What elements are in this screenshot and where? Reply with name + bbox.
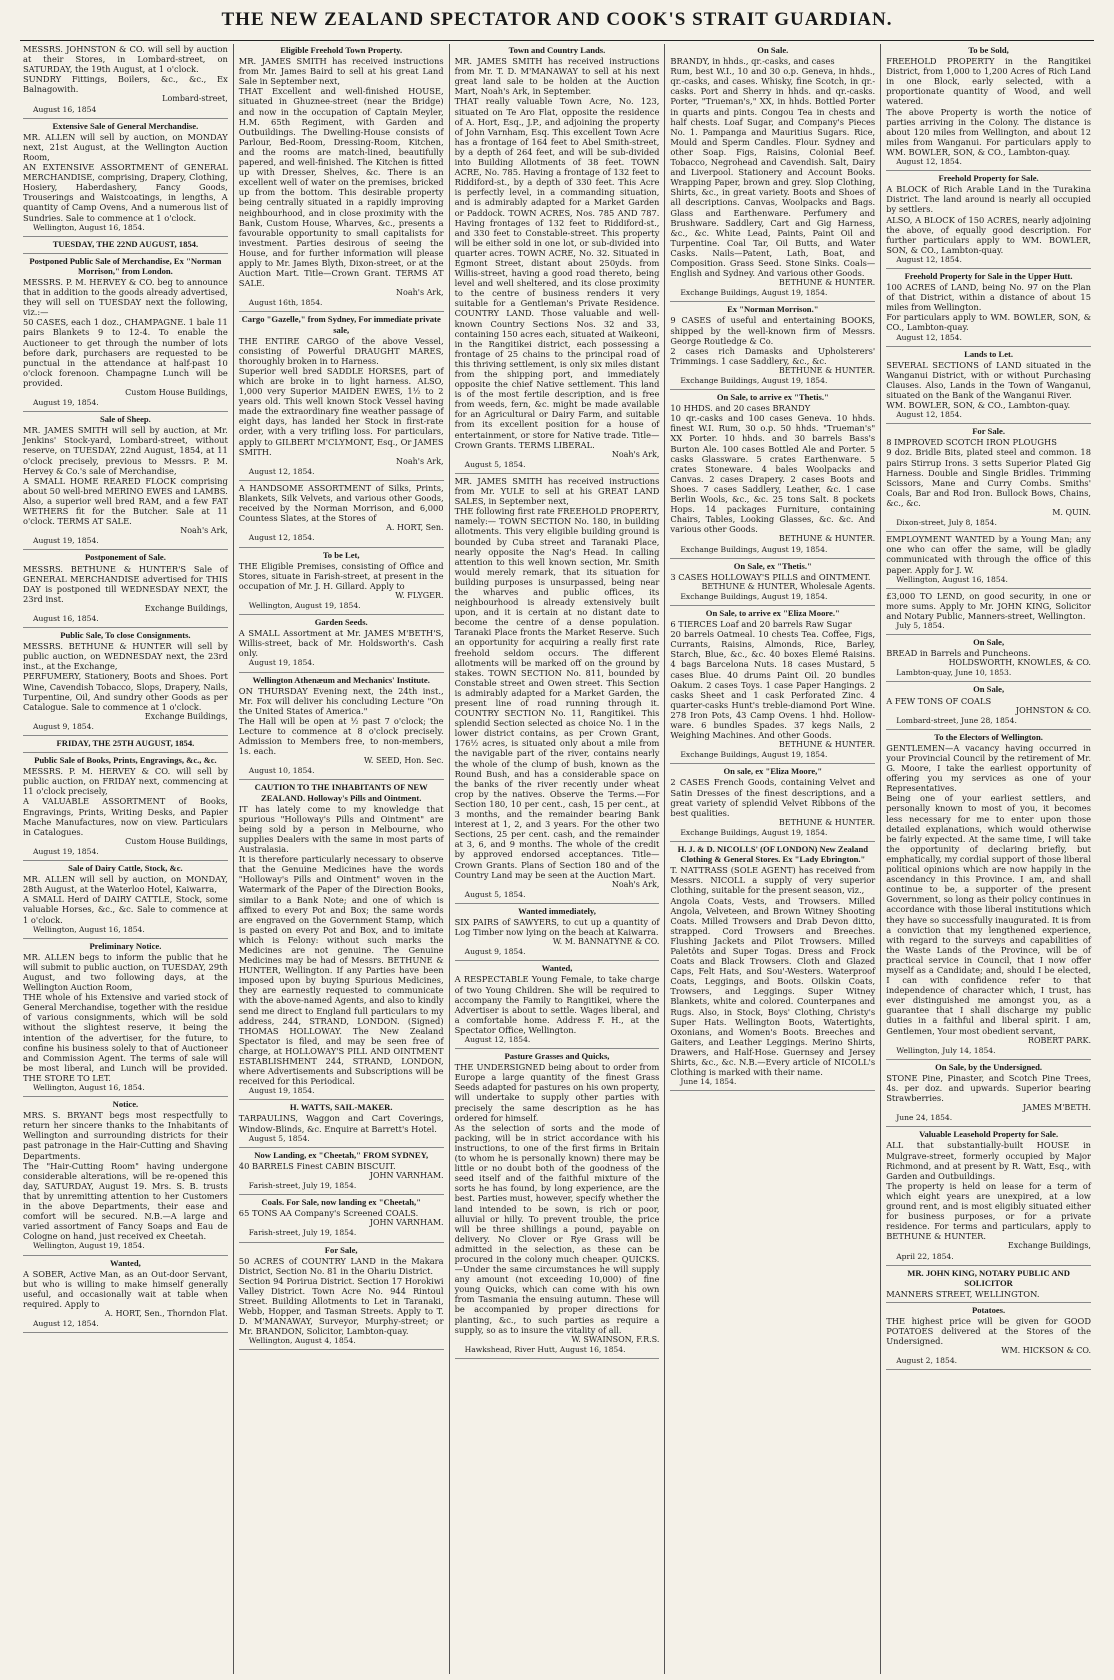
- ad-body-text: SUNDRY Fittings, Boilers, &c., &c., Ex Balnagowith.: [23, 74, 228, 95]
- ad-date: Wellington, August 16, 1854.: [33, 1083, 145, 1092]
- ad-body-text: Angola Coats, Vests, and Trowsers. Milled Angola, Velveteen, and Brown Witney Shooting Coats. Milled Trowsers and Drab Devon ditto, strapped. Cord Trowsers and Breeches. Flushing Jackets and Pilot Trowsers. Milled Paletôts and Super Togas. Dress and Frock Coats and Black Trowsers. Cloth and Glazed Caps, Felt Hats, and Sou'-Westers. Waterproof Coats, Leggings, and Boots. Oilskin Coats, Trowsers, and Leggings. Super Witney Blankets, white and colored. Counterpanes and Rugs. Also, in Stock, Boys' Clothing, Christy's Super Hats. Wellington Boots, Watertights, Oxonians, and Women's Boots. Breeches and Gaiters, and Leather Leggings. Merino Shirts, Drawers, and Half-Hose. Guernsey and Jersey Shirts, &c., &c. N.B.—Every article of NICOLL's Clothing is marked with their name.: [670, 895, 876, 1078]
- ad-signature: BETHUNE & HUNTER.: [778, 534, 876, 544]
- ad-heading: For Sale,: [324, 1244, 358, 1255]
- ad-lead-text: MESSRS. JOHNSTON & CO. will sell by auction at their Stores, in Lombard-street, on SATURDAY, the 19th August, at 1 o'clock.: [23, 44, 228, 75]
- ad-date: Dixon-street, July 8, 1854.: [896, 518, 997, 528]
- ad-signature: Noah's Ark,: [180, 526, 228, 536]
- advertisement: [239, 1150, 444, 1195]
- ad-date: August 12, 1854.: [896, 410, 962, 420]
- ad-signature: Noah's Ark,: [611, 879, 660, 889]
- ad-signature: BETHUNE & HUNTER.: [778, 278, 876, 288]
- ad-date: Wellington, August 16, 1854.: [33, 222, 145, 232]
- advertisement: [886, 534, 1091, 588]
- ad-signature: Noah's Ark,: [611, 449, 660, 459]
- ad-date: August 9, 1854.: [464, 947, 526, 957]
- advertisement: [239, 617, 444, 672]
- ad-heading: To be Let,: [322, 549, 360, 560]
- advertisement: [886, 591, 1091, 635]
- ad-heading: Valuable Leasehold Property for Sale.: [919, 1129, 1059, 1140]
- ad-body-text: Rum, best W.I., 10 and 30 o.p. Geneva, in hhds., qr.-casks, and cases. Whisky, fine Scotch, in qr.-casks. Port and Sherry in hhds. and qr.-casks. Porter, "Trueman's," XX, in hhds. Bottled Porter in quarts and pints. Congou Tea in chests and half chests. Loaf Sugar, and Company's Pieces No. 1. Pampanga and Mauritius Sugars. Rice, Mould and Sperm Candles. Flour. Sydney and other Soap. Figs, Raisins, Colonial Beef. Tobacco, Negrohead and Cavendish. Salt, Dairy and Liverpool. Stationery and Account Books. Wrapping Paper, brown and grey. Slop Clothing, Shirts, &c., in great variety. Boots and Shoes of all descriptions. Canvas, Woolpacks and Bags. Glass and Earthenware. Perfumery and Brushware. Saddlery, Cart and Gig Harness, &c., &c. White Lead, Paints, Paint Oil and Turpentine. Coal Tar, Oil Butts, and Water Casks. Nails—Patent, Lath, Boat, and Composition. Grass Seed. Stone Sinks. Coals—English and Sydney. And various other Goods.: [670, 66, 876, 279]
- ad-body-text: For particulars apply to WM. BOWLER, SON, & CO., Lambton-quay.: [886, 312, 1091, 333]
- ad-lead-text: THE ENTIRE CARGO of the above Vessel, consisting of Powerful DRAUGHT MARES, thoroughly broken in to Harness.: [238, 335, 444, 366]
- advertisement: [886, 173, 1091, 269]
- ad-heading: For Sale.: [972, 426, 1005, 437]
- ad-signature: ROBERT PARK.: [1027, 1035, 1091, 1045]
- ad-heading: On Sale,: [973, 684, 1005, 695]
- ad-lead-text: 10 HHDS. and 20 cases BRANDY: [670, 403, 811, 414]
- ad-lead-text: 50 ACRES of COUNTRY LAND in the Makara District, Section No. 81 in the Ohariu District.: [238, 1255, 444, 1276]
- ad-date: August 12, 1854.: [896, 254, 962, 264]
- ad-lead-text: MESSRS. P. M. HERVEY & CO. beg to announce that in addition to the goods already advertised, they will sell on TUESDAY next the following, viz.:—: [23, 276, 228, 318]
- ad-heading: On sale, ex "Eliza Moore,": [723, 766, 823, 777]
- ad-date: Exchange Buildings, August 19, 1854.: [680, 376, 828, 385]
- ad-heading: Cargo "Gazelle," from Sydney, For immediate private sale,: [241, 314, 441, 335]
- ad-body-text: Section 94 Porirua District. Section 17 Horokiwi Valley District. Town Acre No. 944 Rintoul Street. Building Allotments to Let in Taranaki, Webb, Hopper, and Tasman Streets. Apply to T. D. M'MANAWAY, Surveyor, Murphy-street; or Mr. BRANDON, Solicitor, Lambton-quay.: [238, 1275, 444, 1337]
- ad-body-text: 10 qr.-casks and 100 cases Geneva. 10 hhds. finest W.I. Rum, 30 o.p. 50 hhds. "Trueman's" XX Porter. 10 hhds. and 30 barrels Bass's Burton Ale. 100 cases Bottled Ale and Porter. 5 casks Glassware. 5 crates Earthenware. 5 crates Stoneware. 4 bales Woolpacks and Canvas. 2 cases Drapery. 2 cases Boots and Shoes. 7 cases Saddlery, Leather, &c. 1 case Berlin Wools, &c., &c. 25 tons Salt. 8 pockets Hops. 14 packages Furniture, containing Chairs, Tables, Looking Glasses, &c. &c. And various other Goods.: [670, 413, 876, 535]
- ad-signature: HOLDSWORTH, KNOWLES, & CO.: [948, 658, 1091, 668]
- ad-body-text: MANNERS STREET, WELLINGTON.: [886, 1288, 1040, 1299]
- advertisement: [239, 550, 444, 616]
- ad-heading: Eligible Freehold Town Property.: [280, 45, 403, 55]
- ad-signature: JOHNSTON & CO.: [1015, 705, 1091, 715]
- ad-signature: Exchange Buildings,: [144, 603, 228, 613]
- ad-lead-text: MESSRS. P. M. HERVEY & CO. will sell by public auction, on FRIDAY next, commencing at 11 o'clock precisely,: [23, 766, 228, 797]
- ad-date: June 24, 1854.: [896, 1113, 953, 1123]
- ad-heading: Wellington Athenæum and Mechanics' Institute.: [252, 674, 430, 685]
- ad-lead-text: MR. JAMES SMITH has received instructions from Mr. T. D. M'MANAWAY to sell at his next great land sale to be holden at the Auction Mart, Noah's Ark, in September.: [454, 56, 660, 97]
- ad-body-text: THAT really valuable Town Acre, No. 123, situated on Te Aro Flat, opposite the residence of A. Hort, Esq., J.P., and adjoining the property of John Varnham, Esq. This excellent Town Acre has a frontage of 164 feet to Abel Smith-street, by a depth of 264 feet, and will be sub-divided into Building Allotments of 38 feet. TOWN ACRE, No. 785. Having a frontage of 132 feet to Riddiford-st., by a depth of 330 feet. This Acre is perfectly level, in a commanding situation, and is admirably adapted for a Market Garden or Paddock. TOWN ACRES, Nos. 785 AND 787. Having frontages of 132 feet to Riddiford-st., and 330 feet to Constable-street. This property will be either sold in one lot, or sub-divided into quarter acres. TOWN ACRE, No. 32. Situated in Egmont Street, distant about 250yds. from Willis-street, having a good road thereto, being level and well sheltered, and its close proximity to the centre of business renders it very suitable for a Gentleman's Private Residence. COUNTRY LAND. Those valuable and well-known Country Sections Nos. 32 and 33, containing 150 acres each, situated at Waikeoni, in the Rangitikei district, each possessing a frontage of 25 chains to the principal road of this thriving settlement, is only six miles distant from the shipping port, and immediately opposite the chief Native settlement. This land is of the most fertile description, and is free from weeds, fern, &c. might be made available for an Agricultural or Dairy Farm, and suitable from its excellent position for a house of entertainment, or store for Native trade. Title—Crown Grants. TERMS LIBERAL.: [454, 96, 660, 450]
- ad-lead-text: FREEHOLD PROPERTY in the Rangitikei District, from 1,000 to 1,200 Acres of Rich Land in one Block, early selected, with a proportionate quantity of Wood, and well watered.: [886, 56, 1091, 107]
- advertisement: [670, 304, 875, 390]
- ad-heading: Notice.: [112, 1099, 139, 1110]
- ad-body-text: It is therefore particularly necessary to observe that the Genuine Medicines have the words "Holloway's Pills and Ointment" woven in the Watermark of the Paper of the Direction Books, similar to a Bank Note; and one of which is affixed to every Pot and Box; the same words are engraved on the Government Stamp, which is pasted on every Pot and Box, and to imitate which is Felony: without such marks the Medicines are not genuine. The Genuine Medicines may be had of Messrs. BETHUNE & HUNTER, Wellington. If any Parties have been imposed upon by buying Spurious Medicines, they are earnestly requested to communicate with the above-named Agents, and also to kindly send me direct to England full particulars to my address, 244, STRAND, LONDON. (Signed) THOMAS HOLLOWAY. The New Zealand Spectator is filed, and may be seen free of charge, at HOLLOWAY'S PILL AND OINTMENT ESTABLISHMENT 244, STRAND, LONDON, where Advertisements and Subscriptions will be received for this Periodical.: [238, 854, 444, 1087]
- ad-date: August 19, 1854.: [33, 398, 99, 408]
- ad-lead-text: THE highest price will be given for GOOD POTATOES delivered at the Stores of the Undersigned.: [886, 1315, 1091, 1347]
- ad-date: Wellington, July 14, 1854.: [896, 1045, 996, 1055]
- ad-date: Hawkshead, River Hutt, August 16, 1854.: [464, 1344, 626, 1354]
- advertisement: [239, 675, 444, 781]
- ad-signature: Exchange Buildings,: [1007, 1241, 1091, 1251]
- advertisement: [23, 863, 228, 939]
- ad-date: Wellington, August 16, 1854.: [896, 574, 1008, 584]
- ad-heading: MR. JOHN KING, NOTARY PUBLIC AND SOLICITOR: [907, 1267, 1070, 1288]
- ad-date: Wellington, August 19, 1854.: [248, 600, 361, 610]
- advertisement: [670, 844, 875, 1091]
- ad-body-text: AN EXTENSIVE ASSORTMENT of GENERAL MERCHANDISE, comprising, Drapery, Clothing, Hosiery, Haberdashery, Fancy Goods, Trouserings and Waistcoatings, in lengths, A quantity of Camp Ovens, And a numerous list of Sundries. Sale to commence at 1 o'clock.: [23, 162, 228, 223]
- ad-lead-text: A SMALL Assortment at Mr. JAMES M'BETH'S, Willis-street, back of Mr. Holdsworth's. Cash only.: [238, 628, 444, 659]
- ad-date: August 12, 1854.: [896, 157, 962, 167]
- ad-heading: Sale of Sheep.: [99, 414, 151, 425]
- ad-body-text: A VALUABLE ASSORTMENT of Books, Engravings, Prints, Writing Desks, and Papier Mache Manufactures, now on view. Particulars in Catalogues.: [23, 796, 228, 837]
- ad-lead-text: MESSRS. BETHUNE & HUNTER'S Sale of GENERAL MERCHANDISE advertised for THIS DAY is postponed till WEDNESDAY NEXT, the 23rd inst.: [23, 563, 228, 604]
- ad-lead-text: MESSRS. BETHUNE & HUNTER will sell by public auction, on WEDNESDAY next, the 23rd inst., at the Exchange,: [23, 641, 228, 672]
- ad-date: August 16, 1854.: [33, 613, 99, 623]
- ad-body-text: 2 cases rich Damasks and Upholsterers' Trimmings. 1 case Saddlery, &c., &c.: [670, 345, 876, 366]
- ad-signature: M. QUIN.: [1052, 508, 1091, 518]
- ad-body-text: Superior well bred SADDLE HORSES, part of which are broke in to light harness. ALSO, 1,000 very Superior MAIDEN EWES, 1½ to 2 years old. This well known Stock Vessel having made the extraordinary fine weather passage of eight days, has landed her Stock in first-rate order, with a very trifling loss. For particulars, apply to GILBERT M'CLYMONT, Esq., Or JAMES SMITH.: [238, 365, 444, 457]
- ad-date: August 5, 1854.: [464, 459, 526, 469]
- ad-body-text: 50 CASES, each 1 doz., CHAMPAGNE. 1 bale 11 pairs Blankets 9 to 12-4. To enable the Auctioneer to get through the number of lots before dark, purchasers are requested to be punctual in the attendance at half-past 10 o'clock forenoon. Champagne Lunch will be provided.: [23, 317, 228, 388]
- ad-lead-text: A SOBER, Active Man, as an Out-door Servant, but who is willing to make himself generally useful, and occasionally wait at table when required. Apply to: [23, 1268, 228, 1309]
- ad-body-text: 9 doz. Bridle Bits, plated steel and common. 18 pairs Stirrup Irons. 3 setts Superior Plated Gig Harness. Double and Single Bridles. Trimming Scissors, Mane and Curry Combs. Smiths' Coals, Bar and Rod Iron. Bullock Bows, Chains, &c., &c.: [886, 447, 1091, 508]
- advertisement: [23, 1258, 228, 1334]
- ad-date: August 16th, 1854.: [248, 298, 323, 308]
- advertisement: [23, 414, 228, 550]
- ad-date: Exchange Buildings, August 19, 1854.: [680, 827, 828, 837]
- advertisement: [886, 732, 1091, 1060]
- ad-signature: JOHN VARNHAM.: [369, 1218, 444, 1228]
- ad-signature: A. HORT, Sen.: [386, 523, 444, 533]
- advertisement: [239, 782, 444, 1100]
- ad-heading: H. WATTS, SAIL-MAKER.: [289, 1102, 393, 1113]
- ad-heading: Wanted,: [109, 1257, 141, 1268]
- ad-date: Exchange Buildings, August 19, 1854.: [680, 750, 828, 760]
- advertisement: [455, 906, 660, 961]
- ad-signature: JAMES M'BETH.: [1022, 1103, 1091, 1113]
- ad-lead-text: A HANDSOME ASSORTMENT of Silks, Prints, Blankets, Silk Velvets, and various other Goods, received by the Norman Morrison, and 6,000 Countess Slates, at the Stores of: [238, 482, 444, 524]
- ad-date: Farish-street, July 19, 1854.: [248, 1181, 357, 1191]
- ad-heading: Public Sale of Books, Prints, Engravings, &c., &c.: [34, 755, 217, 766]
- ad-lead-text: £3,000 TO LEND, on good security, in one or more sums. Apply to Mr. JOHN KING, Solicitor and Notary Public, Manners-street, Wellington.: [886, 590, 1091, 621]
- ad-heading: Town and Country Lands.: [508, 45, 606, 55]
- ad-signature: W. SEED, Hon. Sec.: [364, 756, 444, 766]
- ad-signature: Noah's Ark,: [396, 288, 444, 298]
- ad-date: Wellington, August 19, 1854.: [33, 1241, 145, 1251]
- ad-lead-text: ALL that substantially-built HOUSE in Mulgrave-street, formerly occupied by Major Richmond, and at present by R. Watt, Esq., with Garden and Outbuildings.: [886, 1140, 1091, 1181]
- ad-date: June 14, 1854.: [680, 1077, 737, 1087]
- advertisement: [455, 45, 660, 474]
- advertisement: [23, 121, 228, 237]
- ad-lead-text: A FEW TONS OF COALS: [886, 695, 992, 706]
- ad-signature: WM. HICKSON & CO.: [1001, 1346, 1091, 1356]
- ad-lead-text: ON THURSDAY Evening next, the 24th inst., Mr. Fox will deliver his concluding Lecture "On the United States of America.": [238, 685, 444, 716]
- advertisement: [23, 44, 228, 119]
- ad-date: August 5, 1854.: [464, 889, 526, 899]
- advertisement: [670, 45, 875, 302]
- ad-lead-text: MR. JAMES SMITH will sell by auction, at Mr. Jenkins' Stock-yard, Lombard-street, without reserve, on TUESDAY, 22nd August, 1854, at 11 o'clock precisely, previous to Messrs. P. M. Hervey & Co.'s sale of Merchandise,: [23, 425, 228, 476]
- advertisement: [886, 426, 1091, 532]
- ad-heading: On Sale, by the Undersigned.: [935, 1061, 1043, 1072]
- advertisement: [23, 1099, 228, 1255]
- ad-lead-text: A RESPECTABLE Young Female, to take charge of two Young Children. She will be required to accompany the Family to Rangitikei, where the Advertiser is about to settle. Wages liberal, and a comfortable home. Address F. H., at the Spectator Office, Wellington.: [454, 974, 660, 1035]
- column-3: [450, 44, 666, 1674]
- ad-heading: Pasture Grasses and Quicks,: [504, 1051, 610, 1062]
- ad-lead-text: MRS. S. BRYANT begs most respectfully to return her sincere thanks to the Inhabitants of Wellington and surrounding districts for their past patronage in the Hair-Cutting and Shaving Departments.: [23, 1110, 228, 1161]
- ad-heading: To the Electors of Wellington.: [934, 731, 1043, 742]
- ad-body-text: The Hall will be open at ½ past 7 o'clock; the Lecture to commence at 8 o'clock precisely. Admission to Members free, to non-members, 1s. each.: [238, 715, 444, 757]
- advertisement: [23, 941, 228, 1097]
- ad-heading: Wanted immediately,: [518, 905, 596, 916]
- ad-lead-text: 9 CASES of useful and entertaining BOOKS, shipped by the well-known firm of Messrs. George Routledge & Co.: [670, 315, 876, 346]
- ad-body-text: Being one of your earliest settlers, and personally known to most of you, it becomes less necessary for me to enter upon those detailed explanations, which would otherwise be fairly expected. At the same time, I will take the opportunity of declaring briefly, but emphatically, my cordial support of those liberal political opinions which are now happily in the ascendancy in this Province. I am, and shall continue to be, a supporter of the present Government, so long as their policy continues in accordance with those liberal institutions which they have so successfully inaugurated. It is from a conviction that my lengthened experience, with regard to the surveys and capabilities of the Waste Lands of the Province, will be of practical service in Council, that I now offer myself as a Candidate; and, should I be elected, I can with confidence refer to that independence of character which, I trust, has ever distinguished me amongst you, as a guarantee that I shall discharge my public duties in a faithful and liberal spirit. I am, Gentlemen, Your most obedient servant,: [886, 793, 1091, 1036]
- ad-lead-text: 6 TIERCES Loaf and 20 barrels Raw Sugar: [670, 619, 852, 630]
- ad-body-text: The property is held on lease for a term of which eight years are unexpired, at a low ground rent, and is most eligibly situated either for business purposes, or for a private residence. For terms and particulars, apply to BETHUNE & HUNTER.: [886, 1180, 1091, 1242]
- ad-lead-text: THE UNDERSIGNED being about to order from Europe a large quantity of the finest Grass Seeds adapted for pastures on his own property, will undertake to supply other parties with precisely the same description as he has ordered for himself.: [454, 1062, 660, 1123]
- ad-heading: Public Sale, To close Consignments.: [60, 630, 191, 641]
- ad-lead-text: 40 BARRELS Finest CABIN BISCUIT.: [238, 1160, 396, 1171]
- advertisement: [670, 766, 875, 842]
- advertisement: [886, 45, 1091, 171]
- advertisement: [239, 314, 444, 481]
- ad-heading: Extensive Sale of General Merchandise.: [52, 120, 199, 131]
- ad-lead-text: MR. JAMES SMITH has received instructions from Mr. YULE to sell at his GREAT LAND SALES, in September next,: [454, 475, 660, 507]
- ad-heading: Sale of Dairy Cattle, Stock, &c.: [68, 863, 183, 874]
- ad-signature: Lombard-street,: [162, 94, 228, 104]
- ad-date: August 12, 1854.: [464, 1035, 531, 1044]
- ad-lead-text: MR. ALLEN will sell by auction, on MONDAY next, 21st August, at the Wellington Auction Room,: [23, 131, 228, 162]
- ad-heading: Garden Seeds.: [314, 617, 368, 628]
- ad-lead-text: GENTLEMEN—A vacancy having occurred in your Provincial Council by the retirement of Mr. G. Moore, I take the earliest opportunity of offering you my services as one of your Representatives.: [886, 742, 1091, 794]
- ad-date: August 19, 1854.: [248, 1086, 315, 1096]
- advertisement: [886, 684, 1091, 729]
- ad-body-text: 20 barrels Oatmeal. 10 chests Tea. Coffee, Figs, Currants, Raisins, Almonds, Rice, Barley, Starch, Blue, &c., &c. 40 boxes Elemé Raisins. 4 bags Barcelona Nuts. 18 cases Mustard, 5 cases Blue. 40 drums Paint Oil. 20 bundles Oakum. 2 cases Toys. 1 case Paper Hangings. 2 casks Sheet and 1 cask Perforated Zinc. 4 quarter-casks Hunt's treble-diamond Port Wine. 278 Iron Pots, 43 Camp Ovens. 1 hhd. Hollow-ware. 6 bundles Spades. 37 kegs Nails, 2 Weighing Machines. And other Goods.: [670, 629, 876, 741]
- advertisement: [23, 755, 228, 861]
- ad-body-text: PERFUMERY, Stationery, Boots and Shoes. Port Wine, Cavendish Tobacco, Slops, Drapery, Nails, Turpentine, Oil, And sundry other Goods as per Catalogue. Sale to commence at 1 o'clock.: [23, 671, 228, 712]
- ad-lead-text: 8 IMPROVED SCOTCH IRON PLOUGHS: [886, 437, 1057, 448]
- advertisement: [886, 1305, 1091, 1371]
- advertisement: [455, 963, 660, 1049]
- ad-lead-text: 100 ACRES of LAND, being No. 97 on the Plan of that District, within a distance of about 15 miles from Wellington.: [886, 282, 1091, 313]
- ad-lead-text: 65 TONS AA Company's Screened COALS.: [238, 1208, 419, 1219]
- ad-date: August 12, 1854.: [896, 332, 962, 342]
- ad-heading: Freehold Property for Sale in the Upper Hutt.: [904, 270, 1073, 281]
- ad-signature: Exchange Buildings,: [144, 711, 228, 721]
- advertisement: [239, 1245, 444, 1351]
- ad-heading: On Sale.: [757, 45, 789, 55]
- ad-body-text: ALSO, A BLOCK of 150 ACRES, nearly adjoining the above, of equally good description. For further particulars apply to WM. BOWLER, SON, & CO., Lambton-quay.: [886, 214, 1091, 255]
- ad-date: Lambton-quay, June 10, 1853.: [896, 668, 1012, 678]
- ad-lead-text: T. NATTRASS (SOLE AGENT) has received from Messrs. NICOLL a supply of very superior Clothing, suitable for the present season, viz.,: [670, 865, 876, 896]
- ad-date: August 9, 1854.: [33, 721, 94, 731]
- ad-date: August 12, 1854.: [248, 466, 315, 476]
- ad-lead-text: MR. JAMES SMITH has received instructions from Mr. James Baird to sell at his great Land Sale in September next,: [238, 56, 444, 87]
- ad-heading: Postponement of Sale.: [84, 552, 166, 563]
- advertisement: [239, 1197, 444, 1242]
- ad-heading: On Sale,: [973, 637, 1005, 648]
- column-4: [665, 44, 881, 1674]
- ad-signature: A. HORT, Sen., Thorndon Flat.: [104, 1308, 228, 1318]
- ad-lead-text: 3 CASES HOLLOWAY'S PILLS and OINTMENT.: [670, 571, 871, 582]
- advertisement: [886, 637, 1091, 682]
- ad-heading: H. J. & D. NICOLLS' (OF LONDON) New Zealand Clothing & General Stores. Ex "Lady Ebrington.": [677, 844, 868, 865]
- ad-heading: Wanted,: [541, 963, 573, 974]
- ad-signature: BETHUNE & HUNTER.: [778, 740, 876, 750]
- ad-lead-text: THE Eligible Premises, consisting of Office and Stores, situate in Farish-street, at present in the occupation of Mr. J. H. Gillard. Apply to: [238, 560, 444, 591]
- ad-date: July 5, 1854.: [896, 620, 945, 630]
- ad-heading: Freehold Property for Sale.: [938, 173, 1039, 184]
- ad-lead-text: STONE Pine, Pinaster, and Scotch Pine Trees, 4s. per doz. and upwards. Superior bearing Strawberries.: [886, 1072, 1091, 1104]
- ad-body-text: A SMALL Herd of DAIRY CATTLE, Stock, some valuable Horses, &c., &c. Sale to commence at 1 o'clock.: [23, 894, 228, 925]
- ad-date: August 10, 1854.: [248, 766, 315, 776]
- ad-heading: On Sale, to arrive ex "Thetis.": [716, 392, 829, 403]
- ad-heading: CAUTION TO THE INHABITANTS OF NEW ZEALAND. Holloway's Pills and Ointment.: [254, 782, 428, 803]
- ad-lead-text: MR. ALLEN will sell by auction, on MONDAY, 28th August, at the Waterloo Hotel, Kaiwarra,: [23, 874, 228, 895]
- ad-signature: BETHUNE & HUNTER.: [778, 817, 876, 827]
- ad-lead-text: IT has lately come to my knowledge that spurious "Holloway's Pills and Ointment" are being sold by a person in Melbourne, who supplies Dealers with the same in most parts of Australasia.: [238, 803, 444, 855]
- ad-signature: BETHUNE & HUNTER, Wholesale Agents.: [701, 581, 876, 591]
- column-2: [234, 44, 450, 1674]
- ad-body-text: THE whole of his Extensive and varied stock of General Merchandise, together with the residue of various consignments, which will be sold without the slightest reserve, it being the intention of the advertiser, for the future, to confine his business solely to that of Auctioneer and Commission Agent. The terms of sale will be most liberal, and Lunch will be provided. THE STORE TO LET.: [23, 992, 228, 1083]
- newspaper-columns: [18, 44, 1096, 1674]
- advertisement: [239, 483, 444, 548]
- ad-signature: Custom House Buildings,: [125, 836, 228, 846]
- ad-lead-text: TARPAULINS, Waggon and Cart Coverings, Window-Blinds, &c. Enquire at Barrett's Hotel.: [238, 1113, 444, 1134]
- ad-lead-text: A BLOCK of Rich Arable Land in the Turakina District. The land around is nearly all occupied by settlers.: [886, 184, 1091, 215]
- ad-heading: Ex "Norman Morrison.": [727, 304, 819, 315]
- ad-lead-text: SIX PAIRS of SAWYERS, to cut up a quantity of Log Timber now lying on the beach at Kaiwarra.: [454, 916, 660, 938]
- ad-date: Exchange Buildings, August 19, 1854.: [680, 591, 828, 601]
- ad-heading: FRIDAY, THE 25TH AUGUST, 1854.: [56, 738, 195, 748]
- ad-signature: W. FLYGER.: [395, 590, 444, 600]
- ad-signature: Custom House Buildings,: [125, 388, 228, 397]
- ad-date: August 5, 1854.: [248, 1133, 310, 1143]
- ad-heading: Preliminary Notice.: [89, 940, 162, 951]
- column-1: [18, 44, 234, 1674]
- advertisement: [886, 1062, 1091, 1128]
- ad-body-text: The "Hair-Cutting Room" having undergone considerable alterations, will be re-opened this day, SATURDAY, August 19. Mrs. S. B. trusts that by unremitting attention to her Customers in the above Departments, their ease and comfort will be secured. N.B.—A large and varied assortment of Fancy Soaps and Eau de Cologne on hand, just received ex Cheetah.: [23, 1160, 228, 1242]
- ad-date: April 22, 1854.: [896, 1251, 954, 1261]
- advertisement: [239, 45, 444, 312]
- ad-lead-text: EMPLOYMENT WANTED by a Young Man; any one who can offer the same, will be gladly communicated with through the office of this paper. Apply for J. W.: [886, 534, 1091, 575]
- ad-signature: W. SWAINSON, F.R.S.: [571, 1334, 660, 1344]
- advertisement: [23, 256, 228, 412]
- advertisement: [886, 349, 1091, 425]
- ad-signature: W. M. BANNATYNE & CO.: [552, 937, 660, 947]
- advertisement: [23, 630, 228, 736]
- advertisement: [886, 1129, 1091, 1265]
- advertisement: [455, 476, 660, 904]
- ad-date: August 12, 1854.: [33, 1319, 99, 1329]
- ad-signature: Noah's Ark,: [396, 456, 444, 466]
- ad-lead-text: SEVERAL SECTIONS of LAND situated in the Wanganui District, with or without Purchasing Clauses. Also, Lands in the Town of Wanganui, situated on the Bank of the Wanganui River.: [886, 359, 1091, 400]
- advertisement: [455, 1051, 660, 1359]
- ad-body-text: As the selection of sorts and the mode of packing, will be in strict accordance with his instructions, to one of the first firms in Britain (to whom he is personally known) there may be little or no doubt both of the goodness of the seed itself and of the faithful mixture of the sorts he has found, by long experience, are the best. Parties must, however, specify whether the land intended to be sown, is rich or poor, alluvial or hilly. To prevent trouble, the price will be three shillings a pound, payable on delivery. No Clover or Rye Grass will be admitted in the selection, as these can be procured in the colony much cheaper. QUICKS.—Under the same circumstances he will supply any amount (not exceeding 10,000) of fine young Quicks, which can come with his own from Tasmania the ensuing autumn. These will be accompanied by proper directions for planting, &c., to such parties as require a supply, so as to insure the vitality of all.: [454, 1122, 660, 1335]
- ad-lead-text: BREAD in Barrels and Puncheons.: [886, 648, 1031, 659]
- ad-heading: Postponed Public Sale of Merchandise, Ex "Norman Morrison," from London.: [29, 255, 222, 276]
- ad-signature: BETHUNE & HUNTER.: [778, 365, 876, 375]
- column-5: [881, 44, 1096, 1674]
- ad-date: Exchange Buildings, August 19, 1854.: [680, 288, 828, 298]
- ad-date: August 2, 1854.: [896, 1356, 958, 1366]
- ad-date: Wellington, August 4, 1854.: [248, 1336, 356, 1346]
- advertisement: [886, 1268, 1091, 1303]
- ad-heading: Lands to Let.: [964, 348, 1014, 359]
- ad-body-text: WM. BOWLER, SON, & CO., Lambton-quay.: [886, 400, 1071, 411]
- ad-body-text: THAT Excellent and well-finished HOUSE, situated in Ghuznee-street (near the Bridge) and now in the occupation of Captain Meyler, H.M. 65th Regiment, with Garden and Outbuildings. The Dwelling-House consists of Parlour, Bed-Room, Dressing-Room, Kitchen, and the rooms are match-lined, beautifully papered, and well-finished. The Kitchen is fitted up with Dresser, Shelves, &c. There is an excellent well of water on the premises, bricked up from the bottom. This desirable property being centrally situated in a rapidly improving neighbourhood, and in close proximity with the Bank, Custom House, Wharves, &c., presents a favourable opportunity to small capitalists for investment. Parties desirous of seeing the House, and for further information will please apply to Mr. James Blyth, Dixon-street, or at the Auction Mart. Title—Crown Grant. TERMS AT SALE.: [238, 86, 444, 289]
- ad-heading: Coals. For Sale, now landing ex "Cheetah,": [261, 1197, 421, 1208]
- ad-lead-text: 2 CASES French Goods, containing Velvet and Satin Dresses of the finest descriptions, and a great variety of splendid Velvet Ribbons of the best qualities.: [670, 777, 876, 818]
- advertisement: [670, 608, 875, 764]
- ad-heading: Potatoes.: [972, 1304, 1006, 1315]
- ad-heading: Now Landing, ex "Cheetah," FROM SYDNEY,: [254, 1149, 429, 1160]
- advertisement: [670, 392, 875, 559]
- advertisement: [886, 271, 1091, 347]
- advertisement: [23, 552, 228, 628]
- ad-body-text: A SMALL HOME REARED FLOCK comprising about 50 well-bred MERINO EWES and LAMBS. Also, a superior well bred RAM, and a few FAT WETHERS fit for the Butcher. Sale at 11 o'clock. TERMS AT SALE.: [23, 475, 228, 527]
- ad-body-text: THE following first rate FREEHOLD PROPERTY, namely:— TOWN SECTION No. 180, in building allotments. This very eligible building ground is bounded by Cuba street and Taranaki Place, nearly opposite the Nag's Head. In calling attention to this well known section, Mr. Smith would merely remark, that its situation for building purposes is unsurpassed, being near the wharves and public offices, its neighbourhood is already extensively built upon, and it is certain at no distant date to become the centre of a dense population. Taranaki Place fronts the Market Reserve. Such an opportunity for acquiring a really first rate freehold seldom occurs. The different allotments will be marked off on the ground by stakes. TOWN SECTION No. 811, bounded by Constable street and Owen street. This Section is admirably adapted for a Market Garden, the present line of road running through it. COUNTRY SECTION No. 11, Rangitikei. This splendid Section selected as choice No. 1 in the lower district contains, as per Crown Grant, 176½ acres, is situated only about a mile from the navigable part of the river, contains nearly the whole of the clump of bush, known as the Round Bush, and has a considerable space on the banks of the river recently under wheat crop by the natives. Observe the Terms.—For Section 180, 10 per cent., cash, 15 per cent., at 3 months, and the remainder bearing Bank interest at 1, 2, and 3 years. For the other two Sections, 25 per cent. cash, and the remainder at 3, 6, and 9 months. The whole of the credit by approved endorsed acceptances. Title—Crown Grants. Plans of Section 180 and of the Country Land may be seen at the Auction Mart.: [454, 506, 660, 880]
- advertisement: [23, 738, 228, 753]
- ad-heading: TUESDAY, THE 22ND AUGUST, 1854.: [52, 238, 199, 249]
- ad-body-text: The above Property is worth the notice of parties arriving in the Colony. The distance is about 120 miles from Wellington, and about 12 miles from Wanganui. For particulars apply to WM. BOWLER, SON, & CO., Lambton-quay.: [886, 106, 1091, 157]
- ad-date: Farish-street, July 19, 1854.: [248, 1228, 357, 1238]
- ad-lead-text: MR. ALLEN begs to inform the public that he will submit to public auction, on TUESDAY, 29th August, and two following days, at the Wellington Auction Room,: [23, 951, 228, 993]
- ad-date: August 16, 1854: [33, 104, 97, 114]
- ad-heading: To be Sold,: [968, 45, 1009, 55]
- ad-date: Lombard-street, June 28, 1854.: [896, 715, 1017, 725]
- ad-date: August 19, 1854.: [33, 846, 99, 856]
- advertisement: [670, 561, 875, 606]
- ad-date: Exchange Buildings, August 19, 1854.: [680, 544, 828, 554]
- ad-heading: On Sale, ex "Thetis.": [733, 560, 812, 571]
- ad-signature: JOHN VARNHAM.: [369, 1170, 444, 1180]
- masthead-title: THE NEW ZEALAND SPECTATOR AND COOK'S STRAIT GUARDIAN.: [20, 0, 1094, 41]
- advertisement: [239, 1102, 444, 1147]
- ad-heading: On Sale, to arrive ex "Eliza Moore.": [705, 607, 840, 618]
- ad-date: August 12, 1854.: [248, 533, 315, 543]
- ad-date: Wellington, August 16, 1854.: [33, 924, 145, 934]
- advertisement: [23, 239, 228, 254]
- ad-lead-text: BRANDY, in hhds., qr.-casks, and cases: [670, 56, 835, 67]
- ad-date: August 19, 1854.: [248, 658, 315, 668]
- ad-date: August 19, 1854.: [33, 536, 99, 546]
